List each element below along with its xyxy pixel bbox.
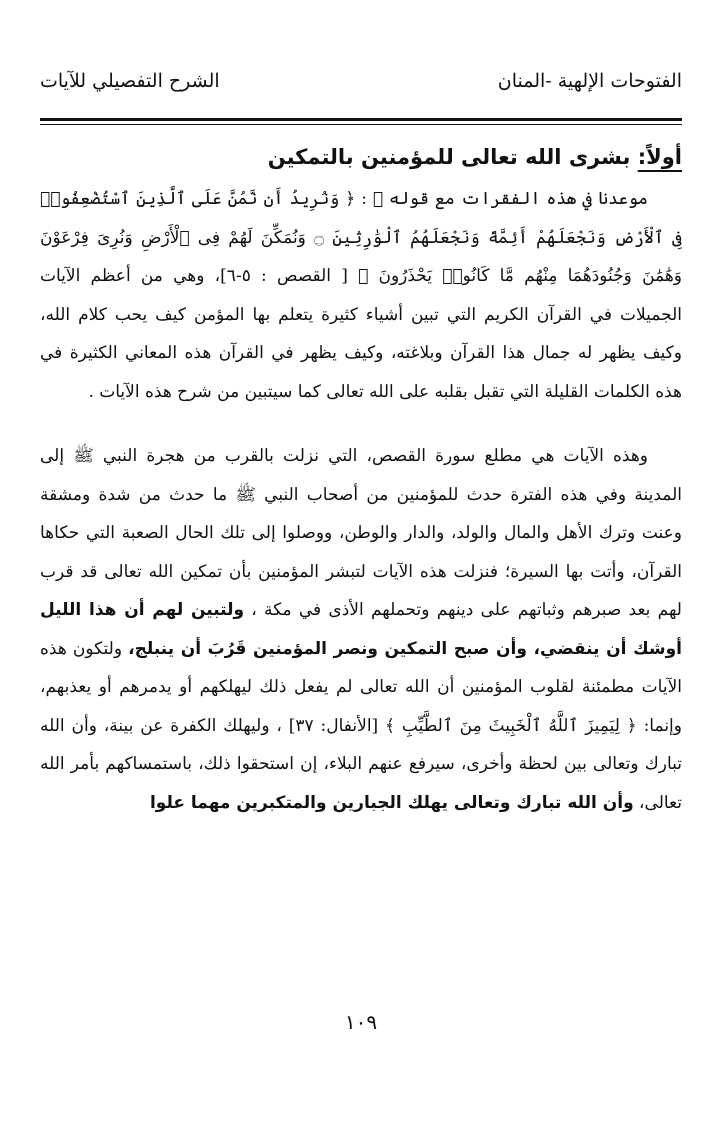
page-content [40,140,682,822]
paragraph-2-end: وليهلك الكفرة عن بينة، وأن الله تبارك وتعالى بين لحظة وأخرى، سيرفع عنهم البلاء، إن استحقوا ذلك، باستمساكهم بأمر الله تعالى، [40,715,682,813]
paragraph-1-intro: موعدنا في هذه الفقرات مع قوله ﷺ : [355,189,649,209]
quran-verse-2: ﴿ لِيَمِيزَ ٱللَّهُ ٱلْخَبِيثَ مِنَ ٱلطَّيِّبِ ﴾ [385,715,637,736]
paragraph-2-middle: ولتكون هذه الآيات مطمئنة لقلوب المؤمنين أن الله تعالى لم يفعل ذلك ليهلكهم أو يدمرهم أو يعذبهم، وإنما: [40,638,682,736]
paragraph-2-bold-1: ولتبين لهم أن هذا الليل أوشك أن ينقضي، وأن صبح التمكين ونصر المؤمنين قَرُبَ أن ينبلج، [40,600,683,659]
chapter-title: الشرح التفصيلي للآيات [40,70,220,92]
header-rule-thick [40,118,682,121]
running-header [40,62,682,102]
header-rule-thin [40,124,682,125]
page-number: ١٠٩ [344,1010,378,1034]
paragraph-2 [40,437,682,822]
section-title-lead: أولاً: [637,145,682,169]
paragraph-2-bold-2: وأن الله تبارك وتعالى يهلك الجبارين والمتكبرين مهما علوا [149,792,634,813]
book-title: الفتوحات الإلهية -المنان [497,70,682,92]
quran-verse-1: ﴿ وَنُرِيدُ أَن نَّمُنَّ عَلَى ٱلَّذِينَ ٱسْتُضْعِفُوا۟ فِى ٱلْأَرْضِ وَنَجْعَلَهُمْ أَئِمَّةً وَنَجْعَلَهُمُ ٱلْوَٰرِثِينَ ۝ وَنُمَكِّنَ لَهُمْ فِى ٱلْأَرْضِ وَنُرِىَ فِرْعَوْنَ وَهَٰمَٰنَ وَجُنُودَهُمَا مِنْهُم مَّا كَانُوا۟ يَحْذَرُونَ ﴾ [40,189,683,286]
paragraph-1-body: وهي من أعظم الآيات الجميلات في القرآن الكريم التي تبين أشياء كثيرة يتعلم بها المؤمن كيف يحب كلام الله، وكيف يظهر له جمال هذا القرآن وبلاغته، وكيف يظهر في القرآن هذه المعاني الكثيرة في هذه الكلمات القليلة التي تقبل بقلبه على الله تعالى كما سيتبين من شرح هذه الآيات . [40,266,682,402]
verse-reference-2: [الأنفال: ٣٧] ، [276,715,386,736]
section-title [40,140,682,174]
section-title-text: بشرى الله تعالى للمؤمنين بالتمكين [267,145,631,169]
paragraph-1 [40,180,682,411]
paragraph-2-intro: وهذه الآيات هي مطلع سورة القصص، التي نزلت بالقرب من هجرة النبي ﷺ إلى المدينة وفي هذه الفترة حدث للمؤمنين من أصحاب النبي ﷺ ما حدث من شدة ومشقة وعنت وترك الأهل والمال والولد، والدار والوطن، ووصلوا إلى تلك الحال الصعبة التي حكاها القرآن، وأتت بها السيرة؛ فنزلت هذه الآيات لتبشر المؤمنين بأن تمكين الله تعالى قد قرب لهم بعد صبرهم وثباتهم على دينهم وتحملهم الأذى في مكة ، [40,446,682,620]
verse-reference-1: [ القصص : ٥-٦]، [214,266,359,286]
